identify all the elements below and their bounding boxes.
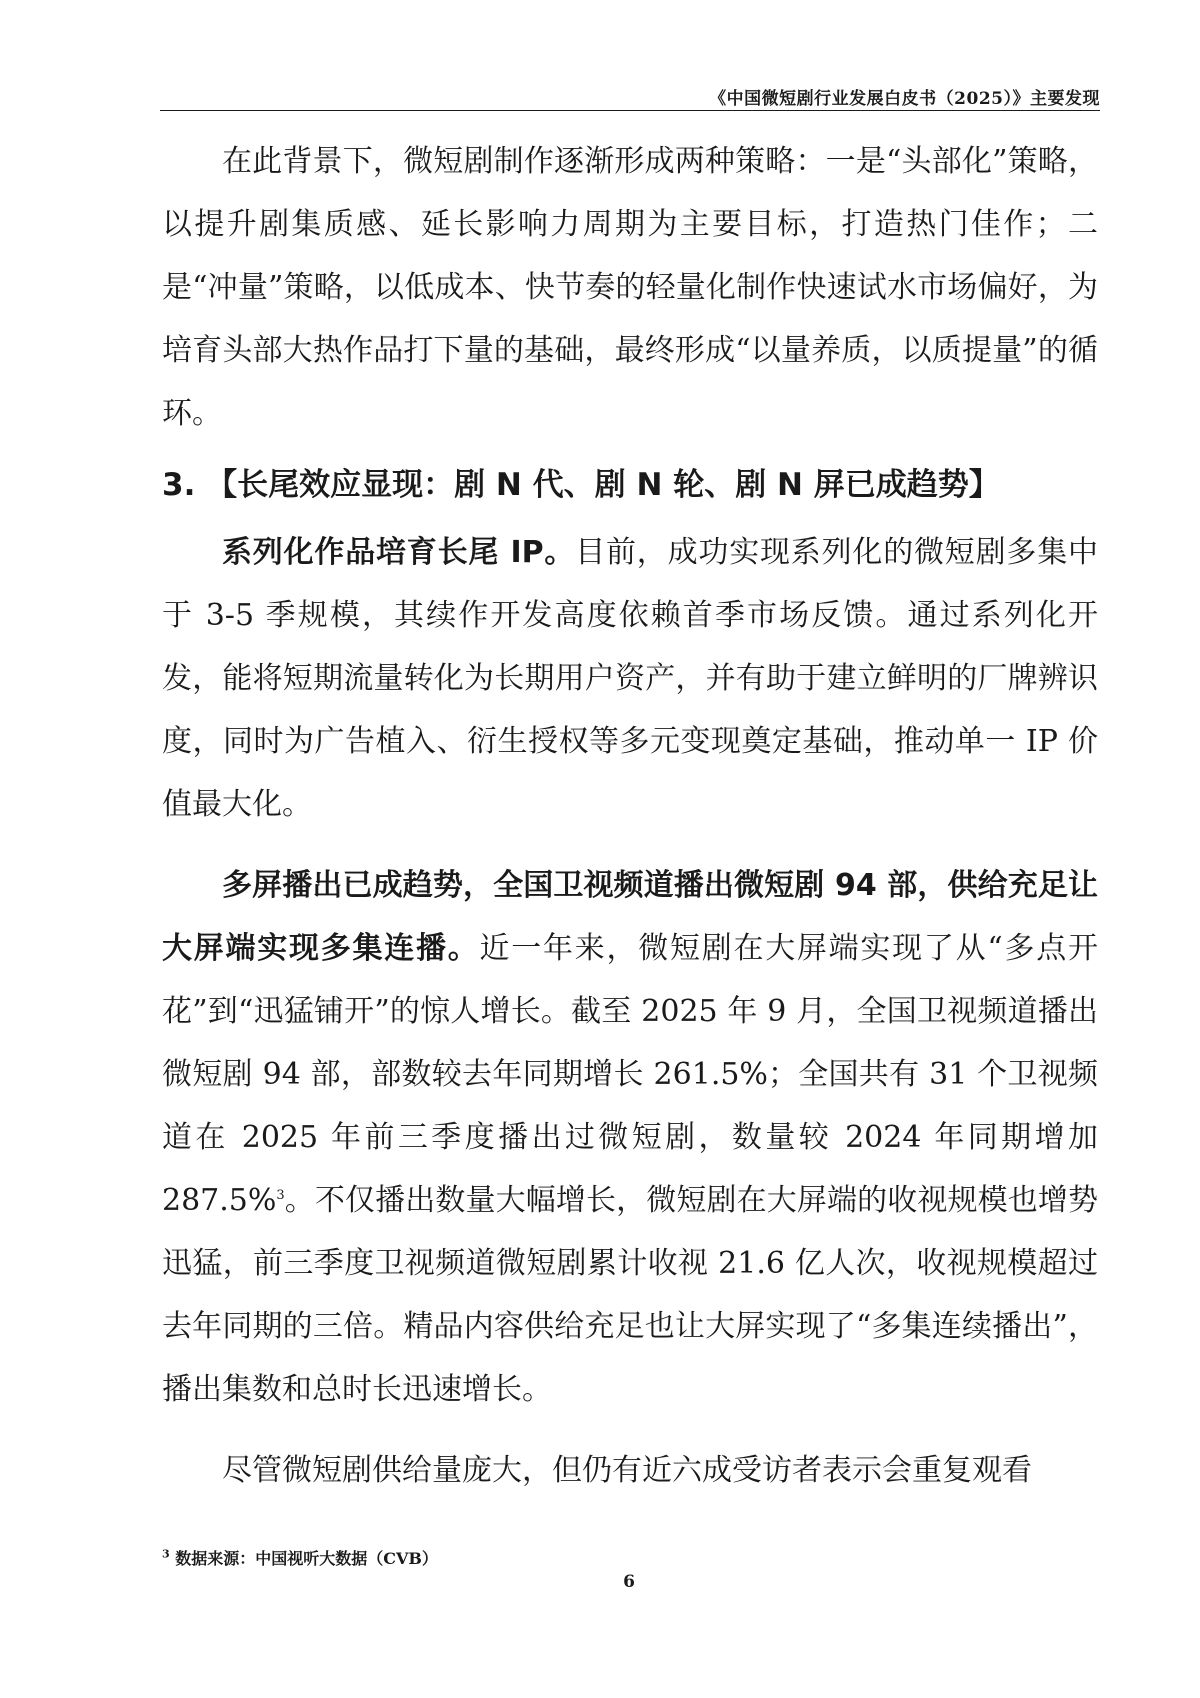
running-header: 《中国微短剧行业发展白皮书（2025）》主要发现: [709, 89, 1100, 109]
paragraph-multi-screen-lead: 多屏播出已成趋势，全国卫视频道播出微短剧 94 部，供给充足让大屏端实现多集连播。: [162, 868, 1098, 966]
section-heading-3: 3. 【长尾效应显现：剧 N 代、剧 N 轮、剧 N 屏已成趋势】: [162, 467, 1000, 503]
paragraph-multi-screen-text-a: 近一年来，微短剧在大屏端实现了从“多点开花”到“迅猛铺开”的惊人增长。截至 2025 年 9 月，全国卫视频道播出微短剧 94 部，部数较去年同期增长 261.5%；全国共有 31 个卫视频道在 2025 年前三季度播出过微短剧，数量较 2024 年同期增加 287.5%: [162, 931, 1098, 1218]
paragraph-series-ip: [162, 521, 1098, 836]
paragraph-strategies: 在此背景下，微短剧制作逐渐形成两种策略：一是“头部化”策略，以提升剧集质感、延长影响力周期为主要目标，打造热门佳作；二是“冲量”策略，以低成本、快节奏的轻量化制作快速试水市场偏好，为培育头部大热作品打下量的基础，最终形成“以量养质，以质提量”的循环。: [162, 144, 1098, 431]
paragraph-series-ip-text: 目前，成功实现系列化的微短剧多集中于 3-5 季规模，其续作开发高度依赖首季市场反馈。通过系列化开发，能将短期流量转化为长期用户资产，并有助于建立鲜明的厂牌辨识度，同时为广告植入、衍生授权等多元变现奠定基础，推动单一 IP 价值最大化。: [162, 535, 1099, 822]
footnote-text: 数据来源：中国视听大数据（CVB）: [175, 1549, 438, 1568]
page-number: 6: [623, 1572, 635, 1592]
paragraph-rewatch: 尽管微短剧供给量庞大，但仍有近六成受访者表示会重复观看: [222, 1453, 1032, 1488]
paragraph-series-ip-lead: 系列化作品培育长尾 IP。: [222, 535, 576, 570]
paragraph-multi-screen: [162, 854, 1098, 1421]
footnote: [162, 1546, 1098, 1569]
footnote-reference[interactable]: 3: [276, 1188, 285, 1203]
footnote-marker: 3: [162, 1547, 170, 1561]
paragraph-multi-screen-text-b: 。不仅播出数量大幅增长，微短剧在大屏端的收视规模也增势迅猛，前三季度卫视频道微短剧累计收视 21.6 亿人次，收视规模超过去年同期的三倍。精品内容供给充足也让大屏实现了“多集连续播出”，播出集数和总时长迅速增长。: [162, 1183, 1098, 1407]
body-text: [162, 130, 1098, 1502]
header-rule: [160, 110, 1100, 111]
